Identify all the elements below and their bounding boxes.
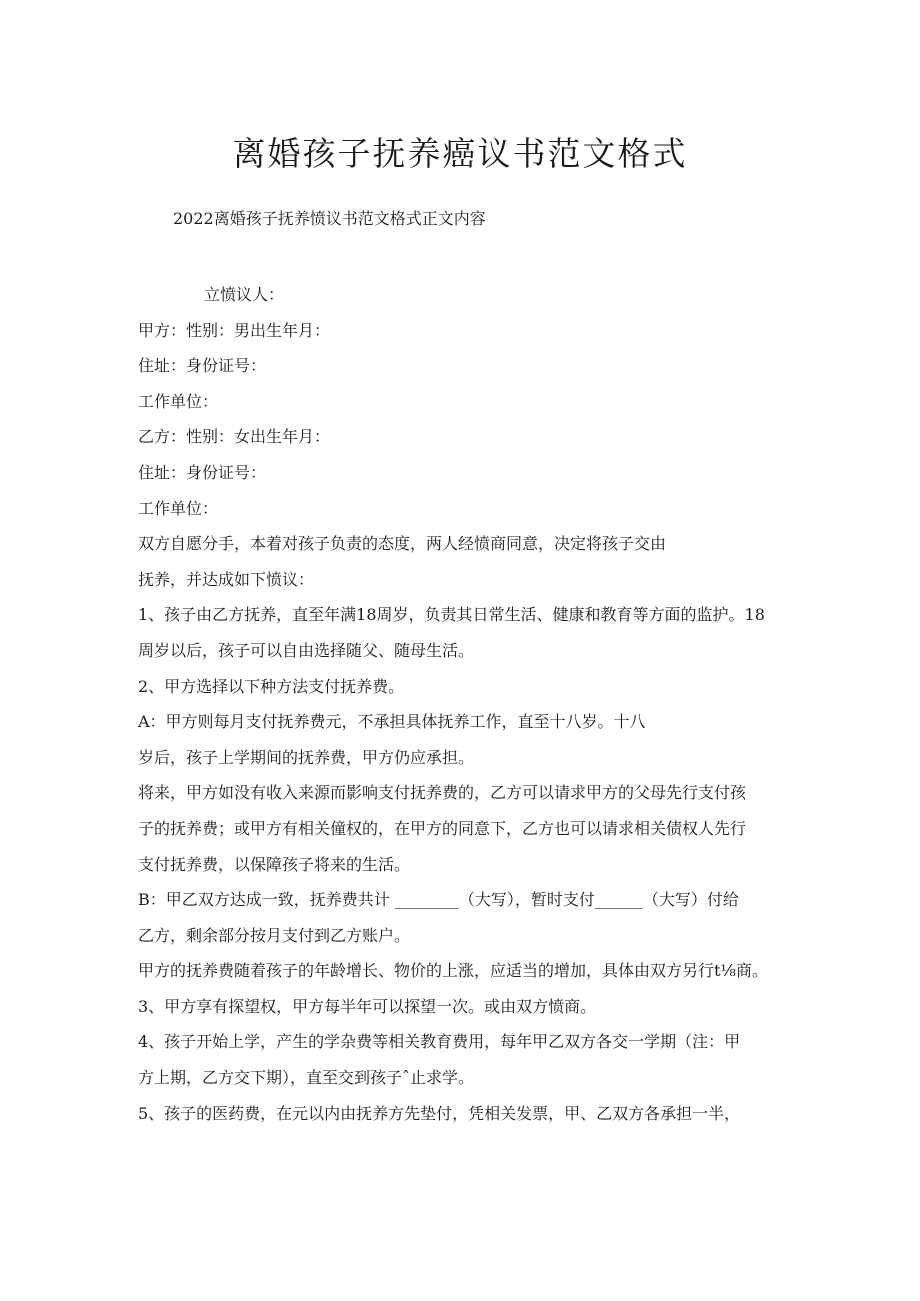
paragraph-line: 乙方，剩余部分按月支付到乙方账户。 (138, 925, 411, 945)
paragraph-line: 将来，甲方如没有收入来源而影响支付抚养费的，乙方可以请求甲方的父母先行支付孩 (138, 783, 747, 803)
paragraph-line: 方上期，乙方交下期），直至交到孩子ˆ止求学。 (138, 1068, 475, 1088)
paragraph-line: 子的抚养费；或甲方有相关僮权的，在甲方的同意下，乙方也可以请求相关债权人先行 (138, 818, 747, 838)
paragraph-line: 工作单位： (138, 498, 219, 518)
paragraph-line: 立愤议人： (204, 285, 285, 304)
paragraph-line: 4、孩子开始上学，产生的学杂费等相关教育费用，每年甲乙双方各交一学期（注：甲 (138, 1032, 741, 1052)
paragraph-line: 住址：身份证号： (138, 356, 267, 376)
paragraph-line: 5、孩子的医药费，在元以内由抚养方先垫付，凭相关发票，甲、乙双方各承担一半， (138, 1103, 741, 1123)
document-title: 离婚孩子抚养癌议书范文格式 (232, 134, 688, 173)
paragraph-line: 1、孩子由乙方抚养，直至年满18周岁，负责其日常生活、健康和教育等方面的监护。18 (138, 605, 765, 625)
paragraph-line: 双方自愿分手，本着对孩子负责的态度，两人经愤商同意，决定将孩子交由 (138, 534, 667, 554)
paragraph-line: 乙方：性别：女出生年月： (138, 427, 331, 447)
paragraph-line: 住址：身份证号： (138, 462, 267, 482)
paragraph-line: 3、甲方享有探望权，甲方每半年可以探望一次。或由双方愤商。 (138, 996, 597, 1016)
paragraph-line: 支付抚养费，以保障孩子将来的生活。 (138, 854, 411, 874)
paragraph-line: 甲方的抚养费随着孩子的年龄增长、物价的上涨，应适当的增加，具体由双方另行t⅛商。 (138, 961, 768, 981)
paragraph-line: 周岁以后，孩子可以自由选择随父、随母生活。 (138, 640, 475, 660)
paragraph-line: B：甲乙双方达成一致，抚养费共计 ________（大写），暂时支付______（大写）付给 (138, 890, 739, 910)
paragraph-line: 甲方：性别：男出生年月： (138, 320, 331, 340)
document-body (138, 277, 788, 1131)
paragraph-line: 岁后，孩子上学期间的抚养费，甲方仍应承担。 (138, 747, 475, 767)
paragraph-line: 抚养，并达成如下愤议： (138, 569, 315, 589)
paragraph-line: 2、甲方选择以下种方法支付抚养费。 (138, 676, 405, 696)
paragraph-line: 工作单位： (138, 391, 219, 411)
paragraph-line: A：甲方则每月支付抚养费元，不承担具体抚养工作，直至十八岁。十八 (138, 712, 646, 732)
document-subtitle: 2022离婚孩子抚养愤议书范文格式正文内容 (173, 209, 486, 228)
